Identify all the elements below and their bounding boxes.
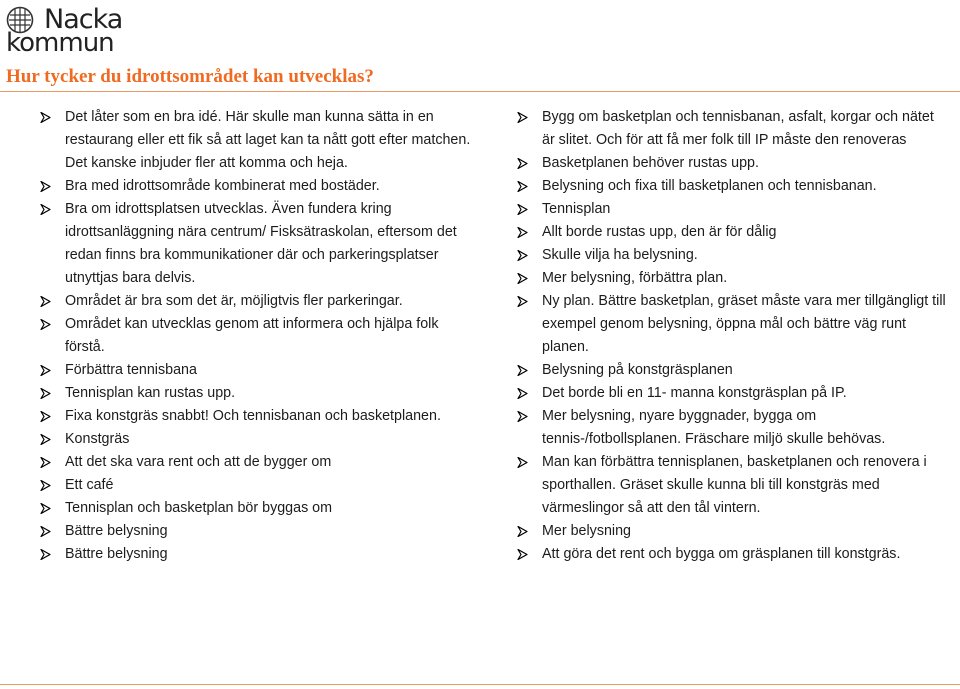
list-item-text: Tennisplan och basketplan bör byggas om (65, 500, 333, 516)
list-item (40, 428, 480, 451)
list-item-text: Mer belysning (542, 523, 631, 539)
list-item (517, 244, 947, 267)
bottom-divider (0, 684, 960, 685)
list-item (517, 221, 947, 244)
arrow-bullet-icon (40, 526, 51, 537)
list-item (40, 497, 480, 520)
arrow-bullet-icon (517, 388, 528, 399)
list-item (40, 382, 480, 405)
list-item (517, 152, 947, 175)
list-item (40, 451, 480, 474)
arrow-bullet-icon (517, 526, 528, 537)
list-item-text: Att det ska vara rent och att de bygger om (65, 454, 332, 470)
arrow-bullet-icon (517, 365, 528, 376)
nacka-kommun-logo (6, 4, 123, 58)
list-item-text: Mer belysning, förbättra plan. (542, 270, 728, 286)
arrow-bullet-icon (517, 181, 528, 192)
arrow-bullet-icon (517, 457, 528, 468)
list-item-text: Bättre belysning (65, 523, 168, 539)
list-item-text: Allt borde rustas upp, den är för dålig (542, 224, 777, 240)
list-item-text: Tennisplan (542, 201, 611, 217)
list-item (517, 382, 947, 405)
list-item-text: Ett café (65, 477, 114, 493)
list-item (40, 520, 480, 543)
list-item-text: Bygg om basketplan och tennisbanan, asfalt, korgar och nätet är slitet. Och för att få mer folk till IP måste den renoveras (542, 109, 934, 148)
arrow-bullet-icon (40, 319, 51, 330)
list-item (517, 106, 947, 152)
list-item-text: Tennisplan kan rustas upp. (65, 385, 236, 401)
list-item-text: Området kan utvecklas genom att informera och hjälpa folk förstå. (65, 316, 439, 355)
list-item (40, 313, 480, 359)
list-item-text: Förbättra tennisbana (65, 362, 197, 378)
list-item (40, 290, 480, 313)
arrow-bullet-icon (40, 365, 51, 376)
arrow-bullet-icon (40, 457, 51, 468)
list-item (40, 474, 480, 497)
page-title: Hur tycker du idrottsområdet kan utvecklas? (6, 66, 374, 87)
list-item-text: Fixa konstgräs snabbt! Och tennisbanan och basketplanen. (65, 408, 441, 424)
arrow-bullet-icon (517, 273, 528, 284)
arrow-bullet-icon (40, 434, 51, 445)
arrow-bullet-icon (517, 250, 528, 261)
left-comment-list (40, 106, 480, 566)
list-item (40, 198, 480, 290)
arrow-bullet-icon (40, 503, 51, 514)
list-item (517, 405, 947, 451)
arrow-bullet-icon (517, 227, 528, 238)
list-item-text: Att göra det rent och bygga om gräsplanen till konstgräs. (542, 546, 901, 562)
arrow-bullet-icon (40, 204, 51, 215)
arrow-bullet-icon (517, 549, 528, 560)
arrow-bullet-icon (517, 112, 528, 123)
logo-text-nacka: Nacka (44, 4, 123, 35)
list-item (40, 175, 480, 198)
list-item (517, 543, 947, 566)
list-item-text: Skulle vilja ha belysning. (542, 247, 698, 263)
list-item (517, 290, 947, 359)
list-item (517, 175, 947, 198)
arrow-bullet-icon (40, 112, 51, 123)
list-item-text: Bättre belysning (65, 546, 168, 562)
list-item-text: Konstgräs (65, 431, 130, 447)
list-item (40, 359, 480, 382)
list-item-text: Bra om idrottsplatsen utvecklas. Även fundera kring idrottsanläggning nära centrum/ Fisksätraskolan, eftersom det redan finns bra kommunikationer där och parkeringsplatser utnyttjas bara delvis. (65, 201, 457, 286)
list-item (517, 520, 947, 543)
list-item-text: Ny plan. Bättre basketplan, gräset måste vara mer tillgängligt till exempel genom belysning, öppna mål och bättre väg runt planen. (542, 293, 946, 355)
list-item (517, 267, 947, 290)
list-item (517, 198, 947, 221)
list-item-text: Bra med idrottsområde kombinerat med bostäder. (65, 178, 380, 194)
list-item (517, 359, 947, 382)
arrow-bullet-icon (40, 480, 51, 491)
list-item-text: Man kan förbättra tennisplanen, basketplanen och renovera i sporthallen. Gräset skulle kunna bli till konstgräs med värmeslingor så att den tål vintern. (542, 454, 927, 516)
list-item-text: Belysning på konstgräsplanen (542, 362, 733, 378)
list-item-text: Området är bra som det är, möjligtvis fler parkeringar. (65, 293, 403, 309)
right-comment-list (517, 106, 947, 566)
logo-text-kommun: kommun (6, 28, 114, 58)
list-item-text: Belysning och fixa till basketplanen och tennisbanan. (542, 178, 877, 194)
arrow-bullet-icon (517, 158, 528, 169)
list-item (40, 543, 480, 566)
list-item-text: Det borde bli en 11- manna konstgräsplan på IP. (542, 385, 847, 401)
arrow-bullet-icon (40, 411, 51, 422)
arrow-bullet-icon (517, 411, 528, 422)
arrow-bullet-icon (40, 181, 51, 192)
list-item-text: Mer belysning, nyare byggnader, bygga om tennis-/fotbollsplanen. Fräschare miljö skulle behövas. (542, 408, 886, 447)
list-item (517, 451, 947, 520)
arrow-bullet-icon (517, 204, 528, 215)
arrow-bullet-icon (40, 388, 51, 399)
arrow-bullet-icon (517, 296, 528, 307)
list-item-text: Basketplanen behöver rustas upp. (542, 155, 759, 171)
top-divider (0, 91, 960, 92)
list-item (40, 405, 480, 428)
list-item (40, 106, 480, 175)
list-item-text: Det låter som en bra idé. Här skulle man kunna sätta in en restaurang eller ett fik så att laget kan ta nått gott efter matchen. Det kanske inbjuder fler att komma och heja. (65, 109, 471, 171)
arrow-bullet-icon (40, 549, 51, 560)
arrow-bullet-icon (40, 296, 51, 307)
